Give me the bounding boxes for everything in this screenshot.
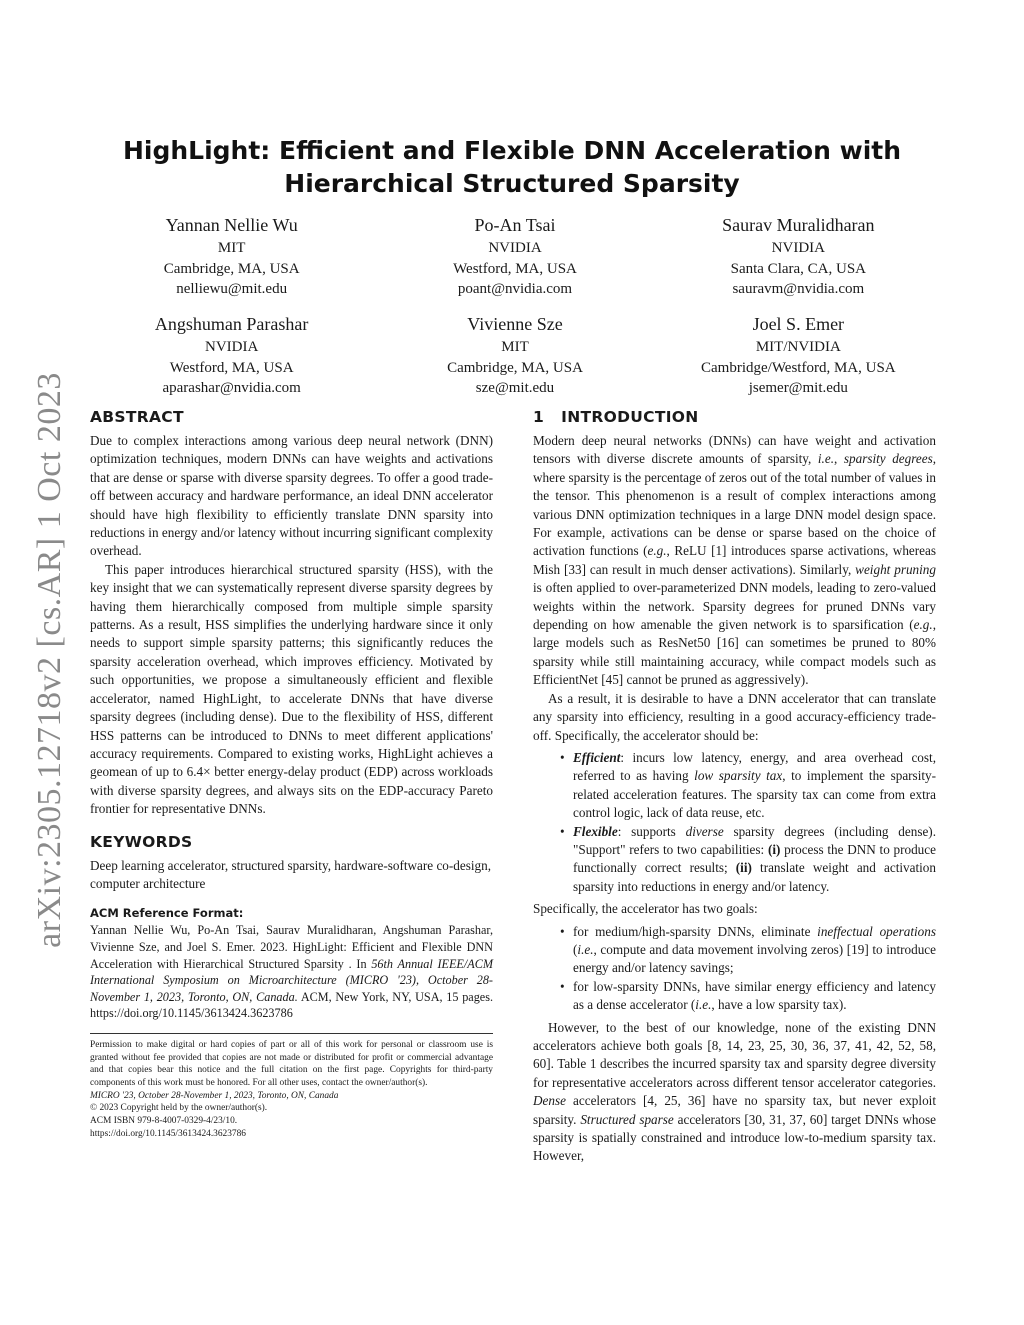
acm-reference-text: Yannan Nellie Wu, Po-An Tsai, Saurav Muralidharan, Angshuman Parashar, Vivienne Sze, and Joel S. Emer. 2023. HighLight: Efficient and Flexible DNN Acceleration with Hierarchical Structured Sparsity . In 56th Annual IEEE/ACM International Symposium on Microarchitecture (MICRO '23), October 28-November 1, 2023, Toronto, ON, Canada. ACM, New York, NY, USA, 15 pages. https://doi.org/10.1145/3613424.3623786 (90, 923, 494, 1021)
doi-link[interactable]: https://doi.org/10.1145/3613424.3623786 (90, 1128, 246, 1139)
keywords-heading: KEYWORDS (90, 832, 193, 851)
arxiv-stamp (14, 360, 86, 960)
author-block (657, 313, 940, 399)
arxiv-stamp-text: arXiv:2305.12718v2 [cs.AR] 1 Oct 2023 (31, 372, 68, 948)
acm-reference-venue: 56th Annual IEEE/ACM International Symposium on Microarchitecture (MICRO '23), October 28-November 1, 2023, Toronto, ON, Canada. (90, 956, 493, 1004)
author-location: Cambridge/Westford, MA, USA (701, 359, 896, 376)
author-name: Vivienne Sze (467, 314, 563, 334)
author-affiliation: NVIDIA (488, 240, 542, 256)
author-affiliation: MIT (217, 240, 246, 256)
introduction-heading: 1 INTRODUCTION (533, 408, 699, 426)
keywords-text: Deep learning accelerator, structured sparsity, hardware-software co-design, computer architecture (90, 857, 492, 891)
author-location: Santa Clara, CA, USA (730, 260, 867, 277)
intro-paragraph-2: As a result, it is desirable to have a DNN accelerator that can translate any sparsity into efficiency, resulting in a good accuracy-efficiency trade-off. Specifically, the accelerator should be: (533, 690, 936, 743)
requirements-list (533, 749, 936, 896)
author-affiliation: NVIDIA (771, 240, 825, 256)
list-item: • for medium/high-sparsity DNNs, eliminate ineffectual operations (i.e., compute and data movement involving zeros) [19] to introduce energy and/or latency savings; (560, 923, 936, 976)
title-line-1: HighLight: Efficient and Flexible DNN Acceleration with (122, 136, 902, 165)
abstract-heading: ABSTRACT (90, 408, 184, 426)
permission-notice: Permission to make digital or hard copies of part or all of this work for personal or classroom use is granted without fee provided that copies are not made or distributed for profit or commercial advantage and that copies bear this notice and the full citation on the first page. Copyrights for third-party components of this work must be honored. For all other uses, contact the owner/author(s). (90, 1039, 493, 1089)
author-location: Cambridge, MA, USA (163, 260, 300, 277)
abstract-paragraph-2: This paper introduces hierarchical structured sparsity (HSS), with the key insight that we can systematically represent diverse sparsity degrees by having them hierarchically composed from multiple simple sparsity patterns. As a result, HSS simplifies the underlying hardware since it only needs to support simple sparsity patterns; this significantly reduces the sparsity acceleration overhead, which improves efficiency. Motivated by such opportunities, we propose a simultaneously efficient and flexible accelerator, named HighLight, to accelerate DNNs that have diverse sparsity degrees (including dense). Due to the flexibility of HSS, different HSS patterns can be introduced to DNNs to meet different applications' accuracy requirements. Compared to existing works, HighLight achieves a geomean of up to 6.4× better energy-delay product (EDP) across workloads with diverse sparsity degrees, and always sits on the EDP-accuracy Pareto frontier for representative DNNs. (90, 561, 493, 817)
author-email[interactable]: nelliewu@mit.edu (176, 281, 288, 297)
list-item: • for low-sparsity DNNs, have similar energy efficiency and latency as a dense accelerator (i.e., have a low sparsity tax). (560, 978, 936, 1013)
intro-paragraph-3: Specifically, the accelerator has two goals: (533, 901, 758, 917)
author-row-1 (90, 214, 940, 300)
isbn-line: ACM ISBN 979-8-4007-0329-4/23/10. (90, 1116, 238, 1127)
author-name: Yannan Nellie Wu (165, 215, 298, 235)
author-affiliation: MIT (501, 339, 529, 355)
conference-line: MICRO '23, October 28-November 1, 2023, Toronto, ON, Canada (90, 1090, 339, 1101)
author-name: Saurav Muralidharan (722, 215, 875, 235)
author-row-2 (90, 313, 940, 399)
author-location: Westford, MA, USA (453, 260, 577, 277)
intro-paragraph-1: Modern deep neural networks (DNNs) can have weight and activation tensors with diverse discrete amounts of sparsity, i.e., sparsity degrees, where sparsity is the percentage of zeros out of the total number of values in the tensor. This phenomenon is a result of complex interactions among various DNN optimization techniques in a large DNN model design space. For example, activations can be dense or sparse based on the choice of activation functions (e.g., ReLU [1] introduces sparse activations, whereas Mish [33] can result in much denser activations). Similarly, weight pruning is often applied to over-parameterized DNN models, leading to zero-valued weights within the network. Sparsity degrees for pruned DNNs vary depending on how amenable the given network is to sparsification (e.g., large models such as ResNet50 [16] can sometimes be pruned to 80% sparsity while still maintaining accuracy, while compact models such as EfficientNet [45] cannot be pruned as aggressively). (533, 433, 937, 688)
list-item: • Flexible: supports diverse sparsity degrees (including dense). "Support" refers to two capabilities: (i) process the DNN to produce functionally correct results; (ii) translate weight and activation sparsity into reductions in energy and/or latency. (560, 823, 936, 894)
author-block (373, 313, 656, 399)
list-item: • Efficient: incurs low latency, energy, and area overhead cost, referred to as having low sparsity tax, to implement the sparsity-related acceleration features. The sparsity tax can come from extra control logic, lack of data reuse, etc. (560, 749, 937, 821)
author-name: Angshuman Parashar (154, 314, 309, 334)
paper-title (100, 134, 924, 200)
footnote-divider (90, 1033, 493, 1034)
author-email[interactable]: sauravm@nvidia.com (732, 281, 865, 297)
author-name: Joel S. Emer (752, 314, 845, 334)
abstract-paragraph-1: Due to complex interactions among various deep neural network (DNN) optimization techniques, modern DNNs can have weights and activations that are dense or sparse with diverse sparsity degrees. To offer a good trade-off between accuracy and hardware performance, an ideal DNN accelerator should have high flexibility to efficiently translate DNN sparsity into reductions in energy and/or latency without incurring significant complexity overhead. (90, 433, 493, 559)
author-block (90, 313, 373, 399)
author-location: Westford, MA, USA (169, 359, 294, 376)
author-email[interactable]: jsemer@mit.edu (748, 380, 848, 396)
author-affiliation: NVIDIA (205, 339, 259, 355)
author-email[interactable]: aparashar@nvidia.com (162, 380, 301, 396)
left-column (90, 407, 493, 1141)
author-email[interactable]: sze@mit.edu (475, 380, 555, 396)
right-column (533, 407, 936, 1166)
author-email[interactable]: poant@nvidia.com (457, 281, 573, 297)
author-location: Cambridge, MA, USA (447, 359, 583, 376)
author-block (657, 214, 940, 300)
title-line-2: Hierarchical Structured Sparsity (284, 169, 740, 198)
intro-paragraph-4: However, to the best of our knowledge, none of the existing DNN accelerators achieve both goals [8, 14, 23, 25, 30, 36, 37, 41, 42, 52, 58, 60]. Table 1 describes the incurred sparsity tax and sparsity degree diversity for representative accelerators across different tensor accelerator categories. Dense accelerators [4, 25, 36] have no sparsity tax, but never exploit sparsity. Structured sparse accelerators [30, 31, 37, 60] target DNNs whose sparsity is spatially constrained and introduce low-to-medium sparsity tax. However, (533, 1019, 937, 1164)
author-block (90, 214, 373, 300)
author-name: Po-An Tsai (474, 215, 556, 235)
author-affiliation: MIT/NVIDIA (755, 339, 841, 355)
author-block (373, 214, 656, 300)
goals-list (533, 923, 936, 1015)
copyright-line: © 2023 Copyright held by the owner/author(s). (90, 1103, 268, 1114)
acm-reference-heading: ACM Reference Format: (90, 906, 244, 921)
